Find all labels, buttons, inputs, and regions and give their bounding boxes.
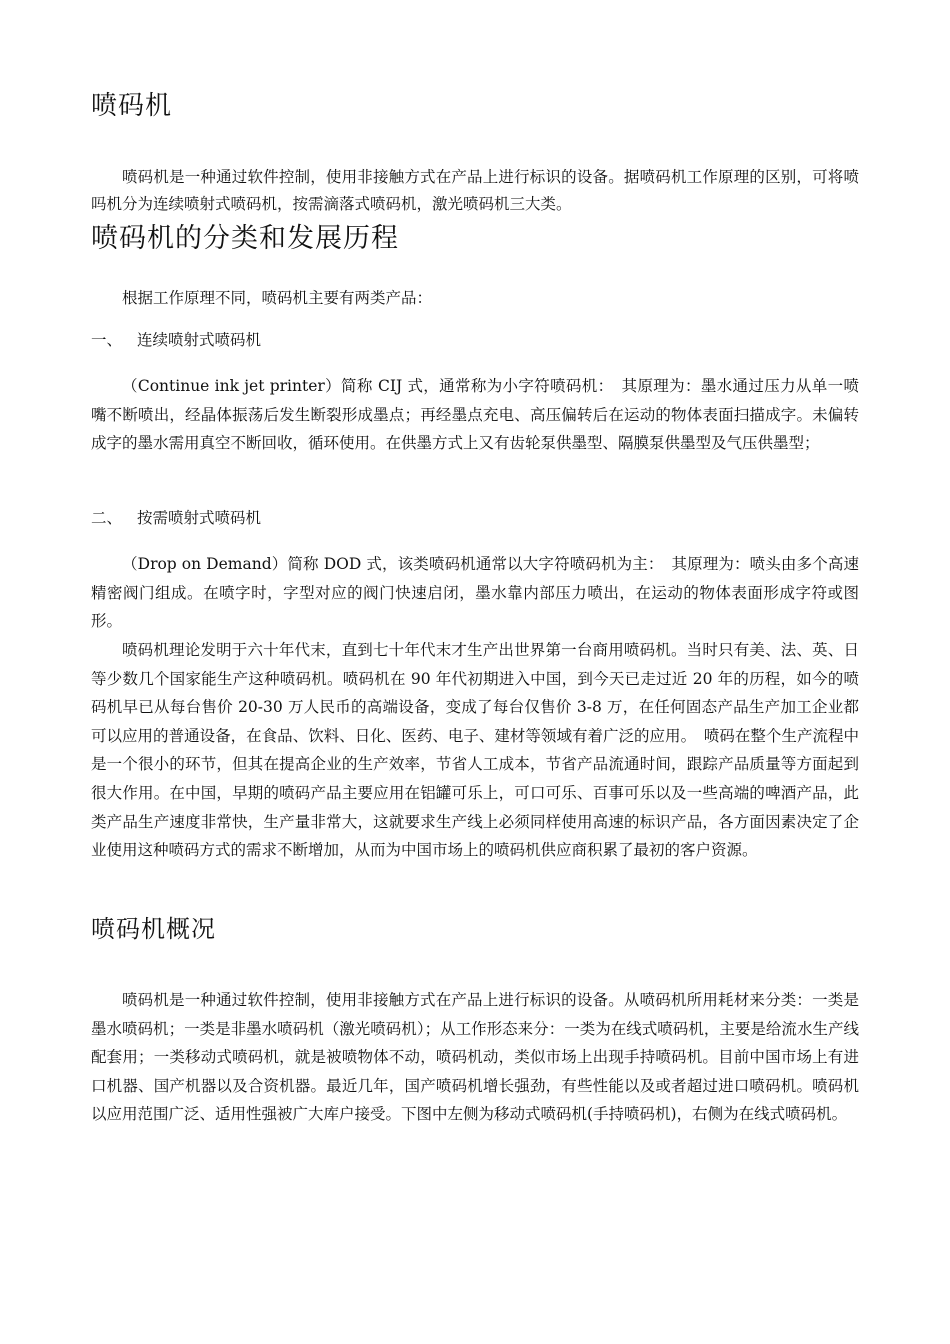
- document-title: 喷码机: [91, 91, 173, 121]
- history-paragraph: 喷码机理论发明于六十年代末，直到七十年代末才生产出世界第一台商用喷码机。当时只有美、法、英、日等少数几个国家能生产这种喷码机。喷码机在 90 年代初期进入中国，到今天已走过近 20 年的历程，如今的喷码机早已从每台售价 20-30 万人民币的高端设备，变成了每台仅售价 3-8 万，在任何固态产品生产加工企业都可以应用的普通设备，在食品、饮料、日化、医药、电子、建材等领域有着广泛的应用。 喷码在整个生产流程中是一个很小的环节，但其在提高企业的生产效率，节省人工成本，节省产品流通时间，跟踪产品质量等方面起到很大作用。在中国，早期的喷码产品主要应用在铝罐可乐上，可口可乐、百事可乐以及一些高端的啤酒产品，此类产品生产速度非常快，生产量非常大，这就要求生产线上必须同样使用高速的标识产品，各方面因素决定了企业使用这种喷码方式的需求不断增加，从而为中国市场上的喷码机供应商积累了最初的客户资源。: [91, 641, 859, 860]
- list-item-cij: [91, 326, 261, 354]
- list-item-dod: [91, 504, 261, 532]
- intro-paragraph: 喷码机是一种通过软件控制，使用非接触方式在产品上进行标识的设备。据喷码机工作原理的区别，可将喷吗机分为连续喷射式喷码机，按需滴落式喷码机，激光喷码机三大类。: [91, 168, 859, 213]
- overview-heading: 喷码机概况: [91, 915, 216, 943]
- list-item-label: 按需喷射式喷码机: [137, 509, 262, 527]
- list-item-label: 连续喷射式喷码机: [137, 331, 262, 349]
- overview-paragraph: 喷码机是一种通过软件控制，使用非接触方式在产品上进行标识的设备。从喷码机所用耗材来分类：一类是墨水喷码机；一类是非墨水喷码机（激光喷码机）；从工作形态来分：一类为在线式喷码机，主要是给流水生产线配套用；一类移动式喷码机，就是被喷物体不动，喷码机动，类似市场上出现手持喷码机。目前中国市场上有进口机器、国产机器以及合资机器。最近几年，国产喷码机增长强劲，有些性能以及或者超过进口喷码机。喷码机以应用范围广泛、适用性强被广大库户接受。下图中左侧为移动式喷码机(手持喷码机)，右侧为在线式喷码机。: [91, 991, 859, 1124]
- list-item-number: 二、: [91, 509, 123, 527]
- classification-heading: 喷码机的分类和发展历程: [91, 223, 399, 254]
- classification-lead: 根据工作原理不同，喷码机主要有两类产品：: [122, 289, 433, 307]
- list-item-number: 一、: [91, 331, 123, 349]
- cij-description: （Continue ink jet printer）简称 CIJ 式，通常称为小字符喷码机： 其原理为：墨水通过压力从单一喷嘴不断喷出，经晶体振荡后发生断裂形成墨点；再经墨点充电、高压偏转后在运动的物体表面扫描成字。未偏转成字的墨水需用真空不断回收，循环使用。在供墨方式上又有齿轮泵供墨型、隔膜泵供墨型及气压供墨型；: [91, 377, 859, 453]
- dod-description: （Drop on Demand）简称 DOD 式，该类喷码机通常以大字符喷码机为主： 其原理为：喷头由多个高速精密阀门组成。在喷字时，字型对应的阀门快速启闭，墨水靠内部压力喷出，在运动的物体表面形成字符或图形。: [91, 555, 859, 631]
